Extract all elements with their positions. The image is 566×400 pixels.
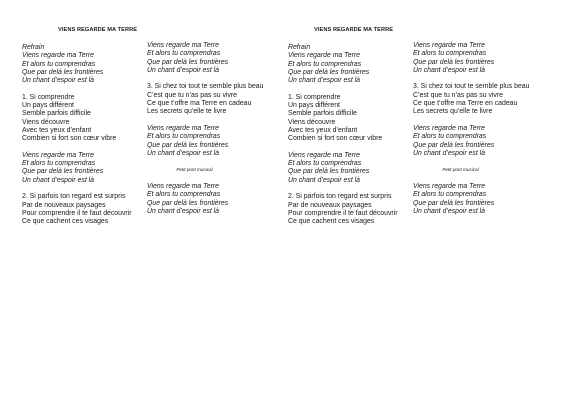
song-title: VIENS REGARDE MA TERRE [314, 27, 394, 33]
lyric-line: Avec tes yeux d’enfant [288, 126, 358, 134]
refrain-stanza [413, 183, 529, 216]
lyric-line: 1. Si comprendre [22, 93, 75, 101]
lyric-line: Viens découvre [22, 118, 70, 126]
lyric-line: Ce que t’offre ma Terre en cadeau [413, 100, 518, 108]
lyric-line: Les secrets qu’elle te livre [147, 108, 227, 116]
lyric-line: Semble parfois difficile [288, 110, 357, 118]
lyric-line: Un chant d’espoir est là [147, 207, 220, 215]
lyrics-column-1 [288, 44, 398, 235]
lyric-line: Viens regarde ma Terre [413, 124, 486, 132]
refrain-stanza [288, 152, 398, 185]
lyric-line: Que par delà les frontières [413, 199, 495, 207]
interlude-note: Petit pont musical [176, 167, 213, 173]
lyric-line: Viens regarde ma Terre [22, 151, 95, 159]
lyric-line: Et alors tu comprendras [147, 133, 221, 141]
verse-stanza [22, 94, 132, 144]
lyric-line: Un chant d’espoir est là [22, 176, 95, 184]
lyric-line: Un pays différent [288, 102, 340, 110]
lyric-line: Et alors tu comprendras [413, 50, 487, 58]
lyric-line: Que par delà les frontières [413, 58, 495, 66]
refrain-stanza [147, 42, 263, 75]
lyric-line: Semble parfois difficile [22, 110, 91, 118]
lyric-line: Avec tes yeux d’enfant [22, 126, 92, 134]
lyric-line: Un pays différent [22, 102, 74, 110]
lyric-line: Et alors tu comprendras [22, 160, 96, 168]
lyric-line: Un chant d’espoir est là [288, 77, 361, 85]
lyric-line: Un chant d’espoir est là [22, 77, 95, 85]
lyric-line: Ce que cachent ces visages [22, 218, 109, 226]
lyric-line: Refrain [288, 44, 311, 51]
lyric-line: Un chant d’espoir est là [413, 149, 486, 157]
verse-stanza [147, 83, 263, 116]
lyrics-column-2 [413, 42, 529, 225]
lyric-line: Refrain [22, 44, 45, 51]
lyric-line: Que par delà les frontières [22, 68, 104, 76]
refrain-stanza [288, 44, 398, 85]
lyric-line: Viens découvre [288, 118, 336, 126]
lyric-line: Viens regarde ma Terre [22, 52, 95, 60]
verse-stanza [288, 193, 398, 226]
lyric-line: Et alors tu comprendras [147, 50, 221, 58]
lyric-line: Et alors tu comprendras [413, 133, 487, 141]
interlude-note: Petit pont musical [442, 167, 479, 173]
lyric-line: Pour comprendre il te faut découvrir [288, 209, 398, 217]
lyric-line: Viens regarde ma Terre [147, 183, 220, 191]
refrain-stanza [413, 125, 529, 158]
lyric-line: Les secrets qu’elle te livre [413, 108, 493, 116]
lyrics-column-1 [22, 44, 132, 235]
lyric-line: Par de nouveaux paysages [288, 201, 372, 209]
lyric-line: Pour comprendre il te faut découvrir [22, 209, 132, 217]
lyric-line: Un chant d’espoir est là [413, 66, 486, 74]
lyric-line: Combien si fort son cœur vibre [22, 135, 117, 143]
refrain-stanza [413, 42, 529, 75]
refrain-stanza [147, 183, 263, 216]
refrain-stanza [22, 44, 132, 85]
lyric-line: Que par delà les frontières [147, 199, 229, 207]
lyric-line: Viens regarde ma Terre [413, 42, 486, 49]
refrain-stanza [22, 152, 132, 185]
lyric-line: Un chant d’espoir est là [288, 176, 361, 184]
lyric-line: Ce que t’offre ma Terre en cadeau [147, 100, 252, 108]
lyric-line: Que par delà les frontières [288, 68, 370, 76]
song-title: VIENS REGARDE MA TERRE [58, 27, 138, 33]
lyric-line: Que par delà les frontières [147, 58, 229, 66]
lyric-line: Par de nouveaux paysages [22, 201, 106, 209]
lyric-line: Combien si fort son cœur vibre [288, 135, 383, 143]
verse-stanza [288, 94, 398, 144]
lyric-line: Et alors tu comprendras [288, 160, 362, 168]
lyric-line: Viens regarde ma Terre [413, 183, 486, 191]
verse-stanza [22, 193, 132, 226]
lyric-line: 2. Si parfois ton regard est surpris [288, 193, 392, 201]
lyric-line: Et alors tu comprendras [288, 60, 362, 68]
lyric-line: C’est que tu n’as pas su vivre [413, 91, 504, 99]
verse-stanza [413, 83, 529, 116]
lyric-line: 3. Si chez toi tout te semble plus beau [147, 83, 264, 91]
lyric-line: Et alors tu comprendras [22, 60, 96, 68]
lyric-line: Un chant d’espoir est là [413, 207, 486, 215]
lyric-line: Que par delà les frontières [413, 141, 495, 149]
lyric-line: Que par delà les frontières [288, 168, 370, 176]
lyrics-column-2 [147, 42, 263, 225]
lyric-line: 3. Si chez toi tout te semble plus beau [413, 83, 530, 91]
refrain-stanza [147, 125, 263, 158]
lyrics-sheet-right [283, 0, 566, 400]
lyric-line: Un chant d’espoir est là [147, 66, 220, 74]
lyric-line: 2. Si parfois ton regard est surpris [22, 193, 126, 201]
lyric-line: Et alors tu comprendras [147, 191, 221, 199]
lyric-line: Viens regarde ma Terre [147, 42, 220, 49]
lyric-line: Un chant d’espoir est là [147, 149, 220, 157]
lyric-line: 1. Si comprendre [288, 93, 341, 101]
lyric-line: Viens regarde ma Terre [288, 151, 361, 159]
lyric-line: Ce que cachent ces visages [288, 218, 375, 226]
lyric-line: Viens regarde ma Terre [147, 124, 220, 132]
lyric-line: Que par delà les frontières [147, 141, 229, 149]
lyric-line: Que par delà les frontières [22, 168, 104, 176]
lyric-line: Viens regarde ma Terre [288, 52, 361, 60]
lyric-line: Et alors tu comprendras [413, 191, 487, 199]
lyric-line: C’est que tu n’as pas su vivre [147, 91, 238, 99]
